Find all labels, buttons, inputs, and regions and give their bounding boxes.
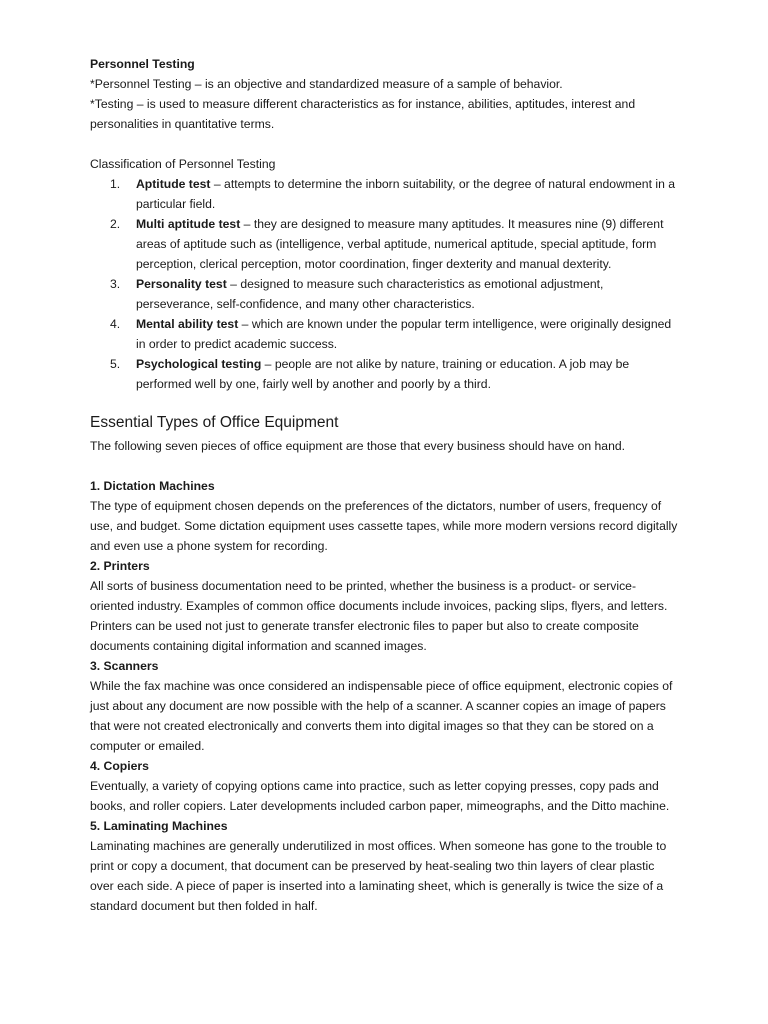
- equipment-item-title: 2. Printers: [90, 559, 150, 573]
- list-term: Psychological testing: [136, 357, 262, 371]
- classification-list: [90, 174, 680, 394]
- equipment-item-title: 5. Laminating Machines: [90, 819, 228, 833]
- definition-personnel-testing: *Personnel Testing – is an objective and standardized measure of a sample of behavior.: [90, 77, 563, 91]
- list-item: [90, 314, 680, 354]
- section-title-personnel-testing: Personnel Testing: [90, 57, 195, 71]
- equipment-item-text: All sorts of business documentation need to be printed, whether the business is a product- or service-oriented industry. Examples of common office documents include invoices, packing slips, flyers, and letters. Printers can be used not just to generate transfer electronic files to paper but also to create composite documents containing digital information and scanned images.: [90, 579, 668, 653]
- list-item: [90, 214, 680, 274]
- list-number: 5.: [110, 357, 121, 371]
- equipment-intro: The following seven pieces of office equipment are those that every business should have on hand.: [90, 439, 626, 453]
- list-text: – people are not alike by nature, training or education. A job may be performed well by one, fairly well by another and poorly by a third.: [136, 357, 630, 391]
- equipment-item-text: Eventually, a variety of copying options came into practice, such as letter copying presses, copy pads and books, and roller copiers. Later developments included carbon paper, mimeographs, and the Ditto machine.: [90, 779, 670, 813]
- list-number: 2.: [110, 217, 121, 231]
- list-item: [90, 354, 680, 394]
- list-text: – which are known under the popular term intelligence, were originally designed in order to predict academic success.: [136, 317, 672, 351]
- list-number: 1.: [110, 177, 121, 191]
- equipment-heading: Essential Types of Office Equipment: [90, 414, 339, 431]
- list-item: [90, 174, 680, 214]
- equipment-item-title: 1. Dictation Machines: [90, 479, 215, 493]
- classification-title: Classification of Personnel Testing: [90, 157, 276, 171]
- list-number: 3.: [110, 277, 121, 291]
- list-text: – attempts to determine the inborn suitability, or the degree of natural endowment in a particular field.: [136, 177, 676, 211]
- list-text: – they are designed to measure many aptitudes. It measures nine (9) different areas of aptitude such as (intelligence, verbal aptitude, numerical aptitude, special aptitude, form perception, clerical perception, motor coordination, finger dexterity and manual dexterity.: [136, 217, 664, 271]
- list-number: 4.: [110, 317, 121, 331]
- list-term: Mental ability test: [136, 317, 239, 331]
- list-term: Personality test: [136, 277, 227, 291]
- list-text: – designed to measure such characteristics as emotional adjustment, perseverance, self-confidence, and many other characteristics.: [136, 277, 604, 311]
- definition-testing: *Testing – is used to measure different characteristics as for instance, abilities, aptitudes, interest and personalities in quantitative terms.: [90, 97, 636, 131]
- list-term: Multi aptitude test: [136, 217, 241, 231]
- equipment-item-text: While the fax machine was once considered an indispensable piece of office equipment, electronic copies of just about any document are now possible with the help of a scanner. A scanner copies an image of papers that were not created electronically and converts them into digital images so that they can be stored on a computer or emailed.: [90, 679, 673, 753]
- list-item: [90, 274, 680, 314]
- equipment-item-text: Laminating machines are generally underutilized in most offices. When someone has gone to the trouble to print or copy a document, that document can be preserved by heat-sealing two thin layers of clear plastic over each side. A piece of paper is inserted into a laminating sheet, which is generally is twice the size of a standard document but then folded in half.: [90, 839, 667, 913]
- equipment-item-text: The type of equipment chosen depends on the preferences of the dictators, number of users, frequency of use, and budget. Some dictation equipment uses cassette tapes, while more modern versions record digitally and even use a phone system for recording.: [90, 499, 678, 553]
- list-term: Aptitude test: [136, 177, 211, 191]
- document-page: [90, 54, 680, 916]
- equipment-item-title: 3. Scanners: [90, 659, 159, 673]
- equipment-item-title: 4. Copiers: [90, 759, 149, 773]
